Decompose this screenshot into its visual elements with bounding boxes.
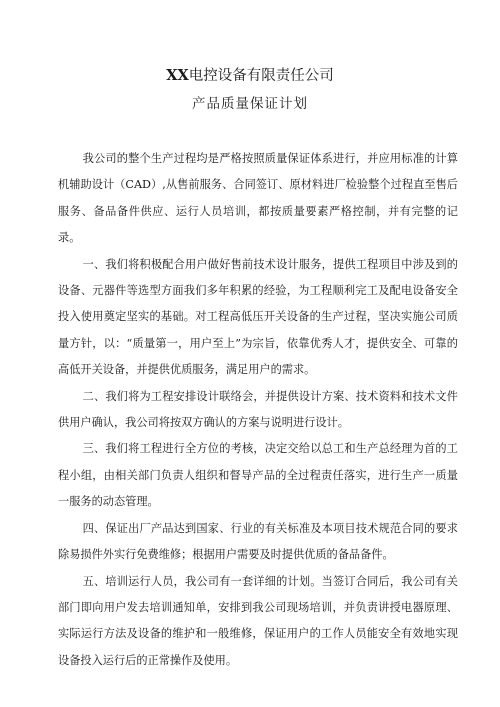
paragraph-item-3: 三、我们将工程进行全方位的考核，决定交给以总工和生产总经理为首的工程小组，由相关部门负责人组织和督导产品的全过程责任落实，进行生产一质量一服务的动态管理。 (58, 442, 458, 509)
company-prefix: XX (166, 67, 189, 84)
plan-title: 产品质量保证计划 (192, 96, 308, 112)
company-title (0, 66, 500, 86)
paragraph-item-5: 五、培训运行人员，我公司有一套详细的计划。当签订合同后，我公司有关部门即向用户发去培训通知单，安排到我公司现场培训，并负责讲授电器原理、实际运行方法及设备的维护和一般维修，保证用户的工作人员能安全有效地实现设备投入运行后的正常操作及使用。 (58, 574, 458, 667)
paragraph-item-1: 一、我们将积极配合用户做好售前技术设计服务，提供工程项目中涉及到的设备、元器件等选型方面我们多年积累的经验，为工程顺利完工及配电设备安全投入使用奠定坚实的基础。对工程高低压开关设备的生产过程，坚决实施公司质量方针，以：“质量第一，用户至上”为宗旨，依靠优秀人才，提供安全、可靠的高低开关设备，并提供优质服务，满足用户的需求。 (58, 257, 458, 377)
company-name: 电控设备有限责任公司 (188, 68, 334, 84)
paragraph-item-4: 四、保证出厂产品达到国家、行业的有关标准及本项目技术规范合同的要求除易损件外实行免费维修；根据用户需要及时提供优质的备品备件。 (58, 521, 458, 562)
intro-paragraph: 我公司的整个生产过程均是严格按照质量保证体系进行，并应用标准的计算机辅助设计（CAD）,从售前服务、合同签订、原材料进厂检验整个过程直至售后服务、备品备件供应、运行人员培训，都按质量要素严格控制，并有完整的记录。 (58, 152, 458, 245)
document-body (58, 146, 458, 674)
paragraph-item-2: 二、我们将为工程安排设计联络会，并提供设计方案、技术资料和技术文件供用户确认，我公司将按双方确认的方案与说明进行设计。 (58, 389, 458, 430)
